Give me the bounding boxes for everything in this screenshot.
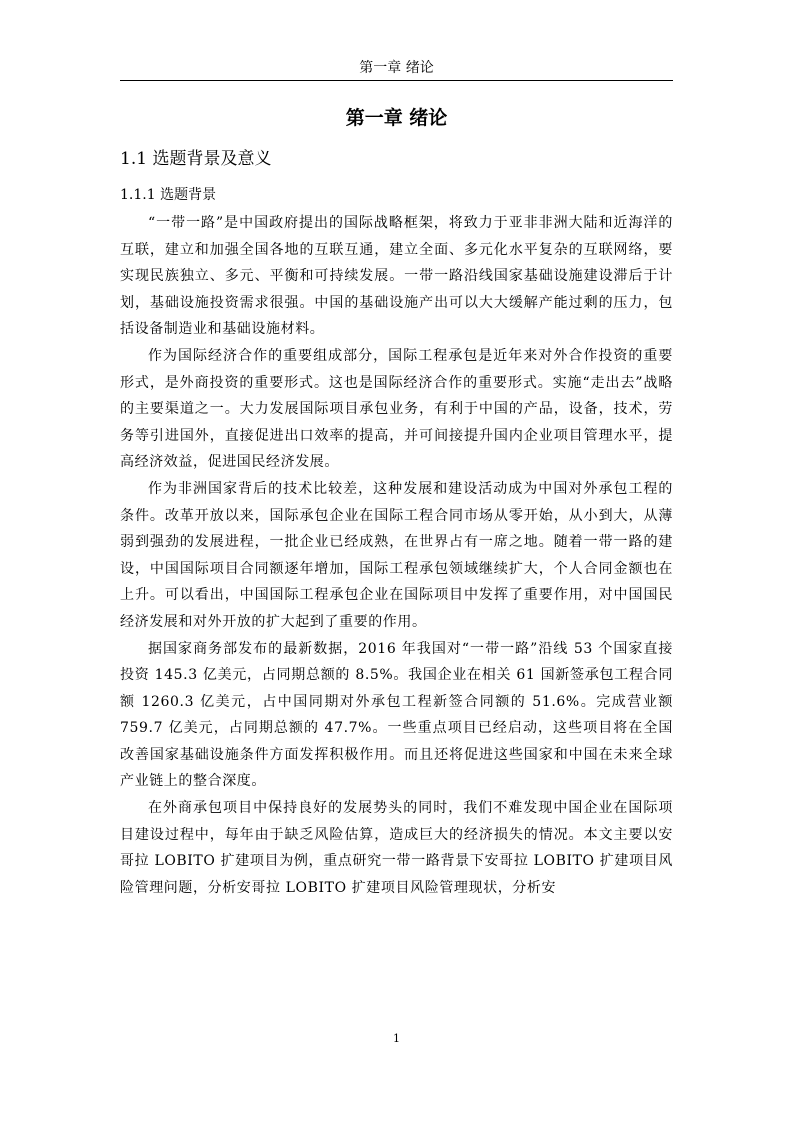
- paragraph-4: 据国家商务部发布的最新数据，2016 年我国对“一带一路”沿线 53 个国家直接投资 145.3 亿美元，占同期总额的 8.5%。我国企业在相关 61 国新签承包工程合同额 1260.3 亿美元，占中国同期对外承包工程新签合同额的 51.6%。完成营业额 759.7 亿美元，占同期总额的 47.7%。一些重点项目已经启动，这些项目将在全国改善国家基础设施条件方面发挥积极作用。而且还将促进这些国家和中国在未来全球产业链上的整合深度。: [120, 640, 673, 790]
- running-header: 第一章 绪论: [359, 60, 434, 76]
- paragraph-1: “一带一路”是中国政府提出的国际战略框架，将致力于亚非非洲大陆和近海洋的互联，建立和加强全国各地的互联互通，建立全面、多元化水平复杂的互联网络，要实现民族独立、多元、平衡和可持续发展。一带一路沿线国家基础设施建设滞后于计划，基础设施投资需求很强。中国的基础设施产出可以大大缓解产能过剩的压力，包括设备制造业和基础设施材料。: [120, 215, 673, 338]
- paragraph-5: 在外商承包项目中保持良好的发展势头的同时，我们不难发现中国企业在国际项目建设过程中，每年由于缺乏风险估算，造成巨大的经济损失的情况。本文主要以安哥拉 LOBITO 扩建项目为例，重点研究一带一路背景下安哥拉 LOBITO 扩建项目风险管理问题，分析安哥拉 LOBITO 扩建项目风险管理现状，分析安: [120, 800, 673, 896]
- header-rule: [120, 80, 673, 81]
- section-heading: 1.1 选题背景及意义: [120, 149, 272, 169]
- chapter-title: 第一章 绪论: [345, 107, 448, 129]
- paragraph-2: 作为国际经济合作的重要组成部分，国际工程承包是近年来对外合作投资的重要形式，是外商投资的重要形式。这也是国际经济合作的重要形式。实施“走出去”战略的主要渠道之一。大力发展国际项目承包业务，有利于中国的产品，设备，技术，劳务等引进国外，直接促进出口效率的提高，并可间接提升国内企业项目管理水平，提高经济效益，促进国民经济发展。: [120, 347, 673, 471]
- body-text: [120, 210, 673, 901]
- page-number: 1: [393, 1032, 400, 1045]
- paragraph-3: 作为非洲国家背后的技术比较差，这种发展和建设活动成为中国对外承包工程的条件。改革开放以来，国际承包企业在国际工程合同市场从零开始，从小到大，从薄弱到强劲的发展进程，一批企业已经成熟，在世界占有一席之地。随着一带一路的建设，中国国际项目合同额逐年增加，国际工程承包领域继续扩大，个人合同金额也在上升。可以看出，中国国际工程承包企业在国际项目中发挥了重要作用，对中国国民经济发展和对外开放的扩大起到了重要的作用。: [120, 480, 673, 630]
- subsection-heading: 1.1.1 选题背景: [120, 187, 217, 203]
